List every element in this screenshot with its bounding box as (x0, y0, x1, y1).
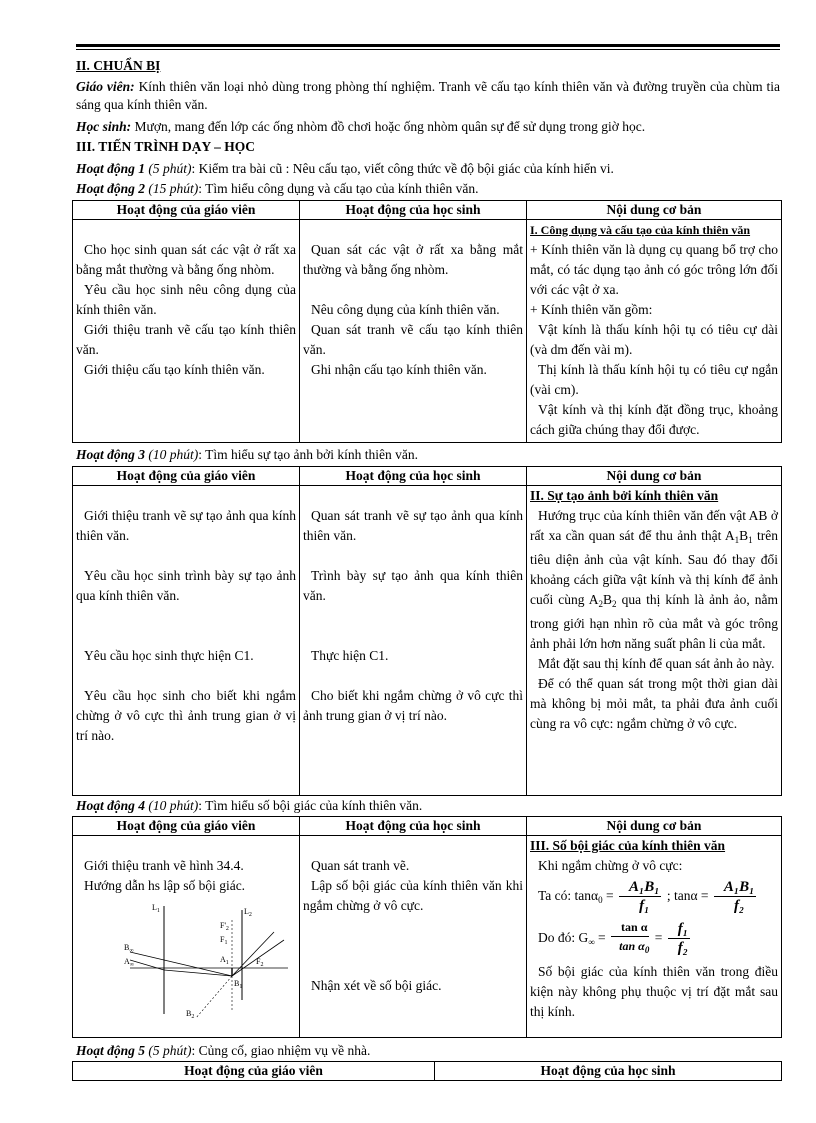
table1-student-item: Quan sát các vật ở rất xa bằng mắt thường và bằng ống nhòm. (303, 242, 523, 277)
col-teacher-header: Hoạt động của giáo viên (73, 817, 300, 836)
activity-2 (76, 180, 478, 198)
student-prep-text: Mượn, mang đến lớp các ống nhòm đồ chơi hoặc ống nhòm quân sự để sử dụng trong giờ học. (131, 119, 646, 134)
table1-student-item: Quan sát tranh vẽ cấu tạo kính thiên văn. (303, 322, 523, 357)
table1-teacher-cell (73, 220, 300, 443)
sub-1: 1 (748, 535, 753, 545)
activity-3-text: : Tìm hiểu sự tạo ảnh bởi kính thiên văn. (198, 447, 418, 462)
fraction-tan (611, 918, 649, 959)
teacher-label: Giáo viên: (76, 79, 135, 94)
col-teacher-header: Hoạt động của giáo viên (73, 467, 300, 486)
label-a1: $A_1$ (220, 955, 229, 966)
label-a-inf: $A_\infty$ (124, 957, 135, 968)
table2-teacher-item: Giới thiệu tranh vẽ sự tạo ảnh qua kính thiên văn. (76, 508, 296, 543)
activity-1-time: (5 phút) (145, 161, 192, 176)
label-f1: $F_1$ (220, 935, 228, 946)
table2-teacher-cell (73, 486, 300, 796)
sub-zero: 0 (644, 945, 650, 956)
activity-5 (76, 1042, 370, 1060)
table3-teacher-cell (73, 836, 300, 1038)
sub-2: 2 (598, 599, 604, 609)
equals: = (651, 930, 666, 945)
ray-1 (130, 952, 232, 976)
table1-content-item: + Kính thiên văn là dụng cụ quang bổ trợ cho mắt, có tác dụng tạo ảnh có góc trông lớn đối với các vật ở xa. (530, 242, 778, 297)
activity-3-table (72, 466, 782, 796)
teacher-prep (76, 78, 780, 114)
sub-zero: 0 (598, 895, 603, 905)
p1-part-b: B (739, 528, 749, 543)
label-f2: $F_2$ (256, 957, 264, 968)
ray-2 (130, 960, 164, 970)
col-teacher-header: Hoạt động của giáo viên (73, 201, 300, 220)
activity-4-label: Hoạt động 4 (76, 798, 146, 813)
table1-content-cell (527, 220, 782, 443)
denominator: f₁ (639, 898, 650, 915)
activity-4-time: (10 phút) (145, 798, 199, 813)
p1-part-e: qua thị kính là ảnh ảo, nằm trong giới hạn nhìn rõ của mắt và góc trông ảnh phải lớn hơn năng suất phân li của mắt. (530, 592, 778, 651)
magnification-formula (530, 918, 778, 962)
p1-part-a: Hướng trục của kính thiên văn đến vật AB ở rất xa cần quan sát để thu ảnh thật A (530, 508, 778, 543)
table2-student-item: Trình bày sự tạo ảnh qua kính thiên văn. (303, 568, 523, 603)
table1-student-cell (300, 220, 527, 443)
col-student-header: Hoạt động của học sinh (300, 467, 527, 486)
table2-content-p2: Mắt đặt sau thị kính để quan sát ảnh ảo này. (538, 656, 775, 671)
ray-out-1 (232, 932, 274, 976)
activity-1-label: Hoạt động 1 (76, 161, 146, 176)
sub-2: 2 (612, 599, 617, 609)
table1-content-item: + Kính thiên văn gồm: (530, 302, 653, 317)
table2-student-item: Thực hiện C1. (311, 648, 389, 663)
col-content-header: Nội dung cơ bản (527, 201, 782, 220)
table2-content-title-text: II. Sự tạo ảnh bởi kính thiên văn (530, 488, 719, 503)
table3-student-item: Nhận xét về số bội giác. (311, 978, 442, 993)
tan-a0: tan α (619, 939, 645, 954)
label-b1: $B_1$ (234, 979, 243, 990)
header-rule-thick (76, 44, 780, 47)
activity-3-time: (10 phút) (145, 447, 199, 462)
table3-content-cell (527, 836, 782, 1038)
table2-content-p1 (530, 506, 778, 654)
table2-teacher-item: Yêu cầu học sinh cho biết khi ngắm chừng ở vô cực thì ảnh trung gian ở vị trí nào. (76, 688, 296, 743)
table1-content-item: Thị kính là thấu kính hội tụ có tiêu cự ngắn (vài cm). (530, 362, 778, 397)
col-teacher-header: Hoạt động của giáo viên (73, 1062, 435, 1081)
activity-2-table (72, 200, 782, 443)
col-student-header: Hoạt động của học sinh (435, 1062, 782, 1081)
denominator: f₂ (734, 898, 745, 915)
denominator (611, 937, 649, 959)
ray-2b (164, 970, 232, 976)
table2-student-cell (300, 486, 527, 796)
label-l1: $L_1$ (152, 903, 160, 914)
table1-teacher-item: Giới thiệu tranh vẽ cấu tạo kính thiên văn. (76, 322, 296, 357)
table2-teacher-item: Yêu cầu học sinh trình bày sự tạo ảnh qua kính thiên văn. (76, 568, 296, 603)
denominator: f₂ (677, 940, 689, 957)
col-student-header: Hoạt động của học sinh (300, 201, 527, 220)
section-iii-heading: III. TIẾN TRÌNH DẠY – HỌC (76, 139, 256, 154)
table3-content-title (530, 836, 778, 856)
table3-student-cell (300, 836, 527, 1038)
p1-part-c: trên tiêu diện ảnh của vật kính. Sau đó thay đổi khoảng cách giữa vật kính và thị kính để ảnh cuối cùng A (530, 528, 778, 607)
table1-content-item: Vật kính và thị kính đặt đồng trục, khoảng cách giữa chúng thay đổi được. (530, 402, 778, 437)
numerator: tan α (611, 918, 649, 937)
activity-1 (76, 160, 614, 178)
table1-content-title (530, 220, 778, 240)
table2-content-cell (527, 486, 782, 796)
table1-student-item: Ghi nhận cấu tạo kính thiên văn. (311, 362, 487, 377)
sub-1: 1 (734, 535, 740, 545)
activity-5-table (72, 1061, 782, 1081)
table2-content-title (530, 486, 778, 506)
table2-student-item: Quan sát tranh vẽ sự tạo ảnh qua kính thiên văn. (303, 508, 523, 543)
section-ii-heading: II. CHUẨN BỊ (76, 58, 161, 73)
virtual-ray (196, 976, 232, 1018)
activity-4-text: : Tìm hiểu số bội giác của kính thiên văn. (198, 798, 423, 813)
table3-content-p2: Số bội giác của kính thiên văn trong điều kiện này không phụ thuộc vị trí đặt mắt sau thị kính. (530, 964, 778, 1019)
table3-content-p1: Khi ngắm chừng ở vô cực: (538, 858, 683, 873)
numerator: A₁B₁ (619, 878, 661, 897)
tan-formula (530, 876, 778, 918)
numerator: A₁B₁ (714, 878, 756, 897)
table1-teacher-item: Cho học sinh quan sát các vật ở rất xa bằng mắt thường và bằng ống nhòm. (76, 242, 296, 277)
label-b-inf: $B_\infty$ (124, 943, 134, 954)
section-ii-title (76, 57, 160, 75)
activity-2-time: (15 phút) (145, 181, 199, 196)
col-content-header: Nội dung cơ bản (527, 467, 782, 486)
fraction-a1b1-f2 (714, 878, 756, 915)
activity-2-text: : Tìm hiểu công dụng và cấu tạo của kính thiên văn. (198, 181, 479, 196)
table2-student-item: Cho biết khi ngắm chừng ở vô cực thì ảnh trung gian ở vị trí nào. (303, 688, 523, 723)
activity-5-label: Hoạt động 5 (76, 1043, 146, 1058)
table1-teacher-item: Giới thiệu cấu tạo kính thiên văn. (84, 362, 265, 377)
activity-1-text: : Kiểm tra bài cũ : Nêu cấu tạo, viết công thức về độ bội giác của kính hiển vi. (191, 161, 614, 176)
activity-3-label: Hoạt động 3 (76, 447, 146, 462)
ta-co-text: Ta có: tanα (538, 888, 599, 903)
table1-content-title-text: I. Công dụng và cấu tạo của kính thiên văn (530, 223, 751, 237)
teacher-prep-text: Kính thiên văn loại nhỏ dùng trong phòng thí nghiệm. Tranh vẽ cấu tạo kính thiên văn và đường truyền của chùm tia sáng qua kính thiên văn. (76, 79, 780, 112)
equals: = (602, 888, 617, 903)
label-b2: $B_2$ (186, 1009, 195, 1020)
table2-content-p3: Để có thể quan sát trong một thời gian dài mà không bị mỏi mắt, ta phải đưa ảnh cuối cùng ra vô cực: ngắm chừng ở vô cực. (530, 676, 778, 731)
table3-student-item: Lập số bội giác của kính thiên văn khi ngắm chừng ở vô cực. (303, 878, 523, 913)
fraction-a1b1-f1 (619, 878, 661, 915)
table2-teacher-item: Yêu cầu học sinh thực hiện C1. (84, 648, 254, 663)
numerator: f₁ (668, 920, 690, 939)
table3-student-item: Quan sát tranh vẽ. (311, 858, 410, 873)
p1-part-d: B (603, 592, 613, 607)
table3-content-title-text: III. Số bội giác của kính thiên văn (530, 838, 726, 853)
activity-5-text: : Củng cố, giao nhiệm vụ về nhà. (191, 1043, 371, 1058)
activity-4-table (72, 816, 782, 1038)
activity-2-label: Hoạt động 2 (76, 181, 146, 196)
activity-4 (76, 797, 422, 815)
fraction-f1-f2 (668, 920, 690, 957)
activity-5-time: (5 phút) (145, 1043, 192, 1058)
col-content-header: Nội dung cơ bản (527, 817, 782, 836)
do-do-text: Do đó: G (538, 930, 589, 945)
sub-inf: ∞ (588, 937, 595, 947)
table3-teacher-item: Giới thiệu tranh vẽ hình 34.4. (84, 858, 244, 873)
equals: = (594, 930, 610, 945)
label-f2p: $F'_2$ (220, 921, 229, 932)
header-rule-thin (76, 49, 780, 50)
activity-3 (76, 446, 418, 464)
student-prep (76, 118, 645, 136)
label-l2: $L_2$ (244, 907, 252, 918)
student-label: Học sinh: (76, 119, 132, 134)
semicolon-tan: ; tanα = (663, 888, 712, 903)
col-student-header: Hoạt động của học sinh (300, 817, 527, 836)
section-iii-title (76, 138, 255, 156)
telescope-ray-diagram (124, 900, 294, 1020)
table1-teacher-item: Yêu cầu học sinh nêu công dụng của kính thiên văn. (76, 282, 296, 317)
table1-content-item: Vật kính là thấu kính hội tụ có tiêu cự dài (và dm đến vài m). (530, 322, 778, 357)
table3-teacher-item: Hướng dẫn hs lập số bội giác. (84, 878, 246, 893)
table1-student-item: Nêu công dụng của kính thiên văn. (311, 302, 500, 317)
